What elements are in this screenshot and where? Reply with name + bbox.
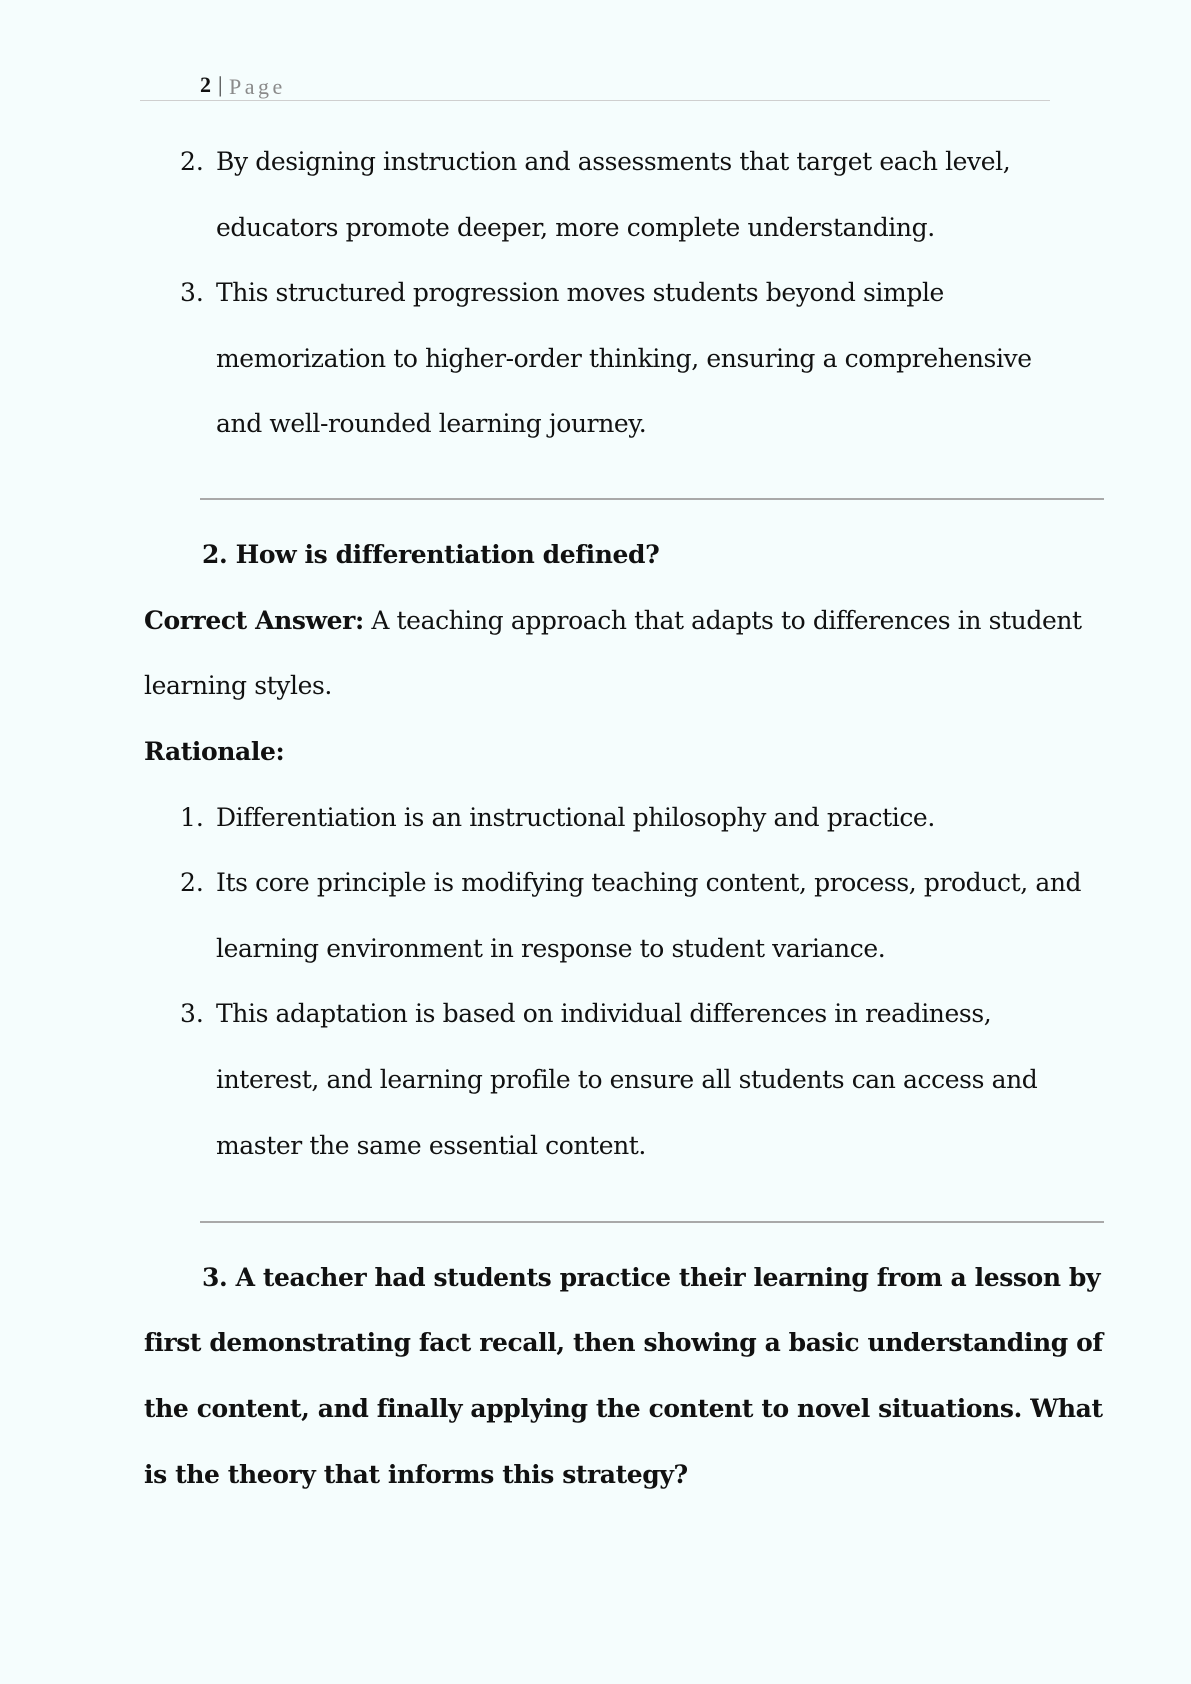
list-text: This structured progression moves students beyond simple: [216, 278, 944, 307]
list-text: educators promote deeper, more complete understanding.: [216, 213, 935, 242]
question-text: the content, and finally applying the content to novel situations. What: [144, 1394, 1103, 1423]
list-text: By designing instruction and assessments that target each level,: [216, 147, 1011, 176]
question-title: 2. How is differentiation defined?: [202, 540, 660, 569]
question-title: 3. A teacher had students practice their learning from a lesson by: [202, 1263, 1101, 1292]
list-number: 2.: [180, 868, 204, 897]
list-number: 2.: [180, 147, 204, 176]
list-text: This adaptation is based on individual differences in readiness,: [216, 999, 992, 1028]
answer-label: Correct Answer:: [144, 606, 364, 635]
list-text: interest, and learning profile to ensure all students can access and: [216, 1065, 1038, 1094]
section-divider: [200, 1221, 1104, 1223]
section-divider: [200, 498, 1104, 500]
page-header: [140, 68, 1050, 101]
list-text: learning environment in response to student variance.: [216, 934, 886, 963]
answer-text: A teaching approach that adapts to differences in student: [363, 606, 1082, 635]
list-text: master the same essential content.: [216, 1131, 646, 1160]
page-separator: |: [218, 72, 223, 97]
rationale-label: Rationale:: [144, 737, 285, 766]
question-text: is the theory that informs this strategy?: [144, 1460, 688, 1489]
page-number: 2: [200, 72, 211, 97]
list-text: memorization to higher-order thinking, ensuring a comprehensive: [216, 344, 1032, 373]
list-number: 1.: [180, 803, 204, 832]
list-number: 3.: [180, 278, 204, 307]
page-label: Page: [229, 74, 286, 99]
correct-answer: [144, 606, 1082, 636]
list-number: 3.: [180, 999, 204, 1028]
list-text: Differentiation is an instructional philosophy and practice.: [216, 803, 935, 832]
list-text: Its core principle is modifying teaching content, process, product, and: [216, 868, 1082, 897]
answer-text-cont: learning styles.: [144, 671, 332, 700]
question-text: first demonstrating fact recall, then showing a basic understanding of: [144, 1328, 1103, 1357]
list-text: and well-rounded learning journey.: [216, 409, 647, 438]
